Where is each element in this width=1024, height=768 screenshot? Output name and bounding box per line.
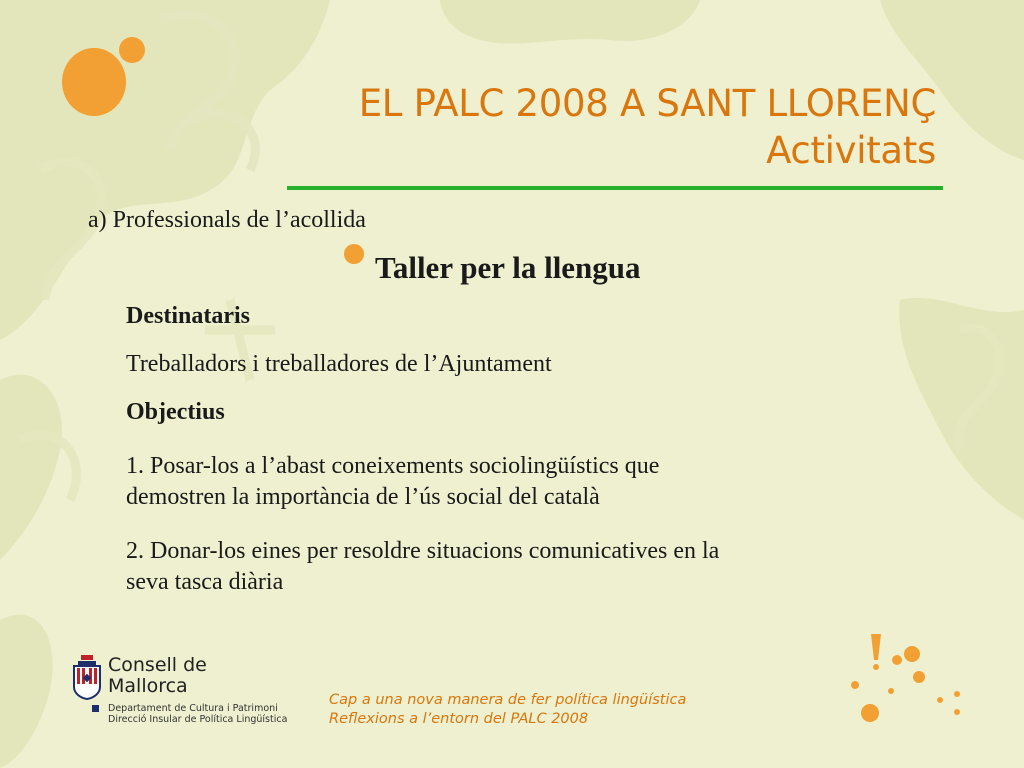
title-underline [287,186,943,190]
logo-square-icon [92,705,99,712]
coat-of-arms-icon [70,653,104,701]
title-line-1: EL PALC 2008 A SANT LLORENÇ [358,82,936,125]
objectives-heading: Objectius [126,399,225,425]
bullet-dot-icon [344,244,364,264]
objective-1-line-2: demostren la importància de l’ús social del català [126,484,600,510]
section-label: a) Professionals de l’acollida [88,207,366,233]
recipients-text: Treballadors i treballadores de l’Ajuntament [126,351,552,377]
title-line-2: Activitats [766,129,936,172]
consell-de-mallorca-logo [70,653,288,728]
orange-dots-top-left [58,34,148,124]
objective-2-line-2: seva tasca diària [126,569,284,595]
bullet-heading: Taller per la llengua [375,250,641,285]
footer-line-1: Cap a una nova manera de fer política lingüística [329,692,687,708]
objective-2-line-1: 2. Donar-los eines per resoldre situacions comunicatives en la [126,538,720,564]
recipients-heading: Destinataris [126,303,250,329]
orange-dots-bottom-right [845,630,970,730]
slide-title [359,80,936,174]
logo-name: Consell de Mallorca [108,654,207,697]
footer-caption [329,691,686,729]
logo-department: Departament de Cultura i Patrimoni Direcció Insular de Política Lingüística [108,703,288,725]
footer-line-2: Reflexions a l’entorn del PALC 2008 [329,711,589,727]
objective-1-line-1: 1. Posar-los a l’abast coneixements sociolingüístics que [126,453,660,479]
